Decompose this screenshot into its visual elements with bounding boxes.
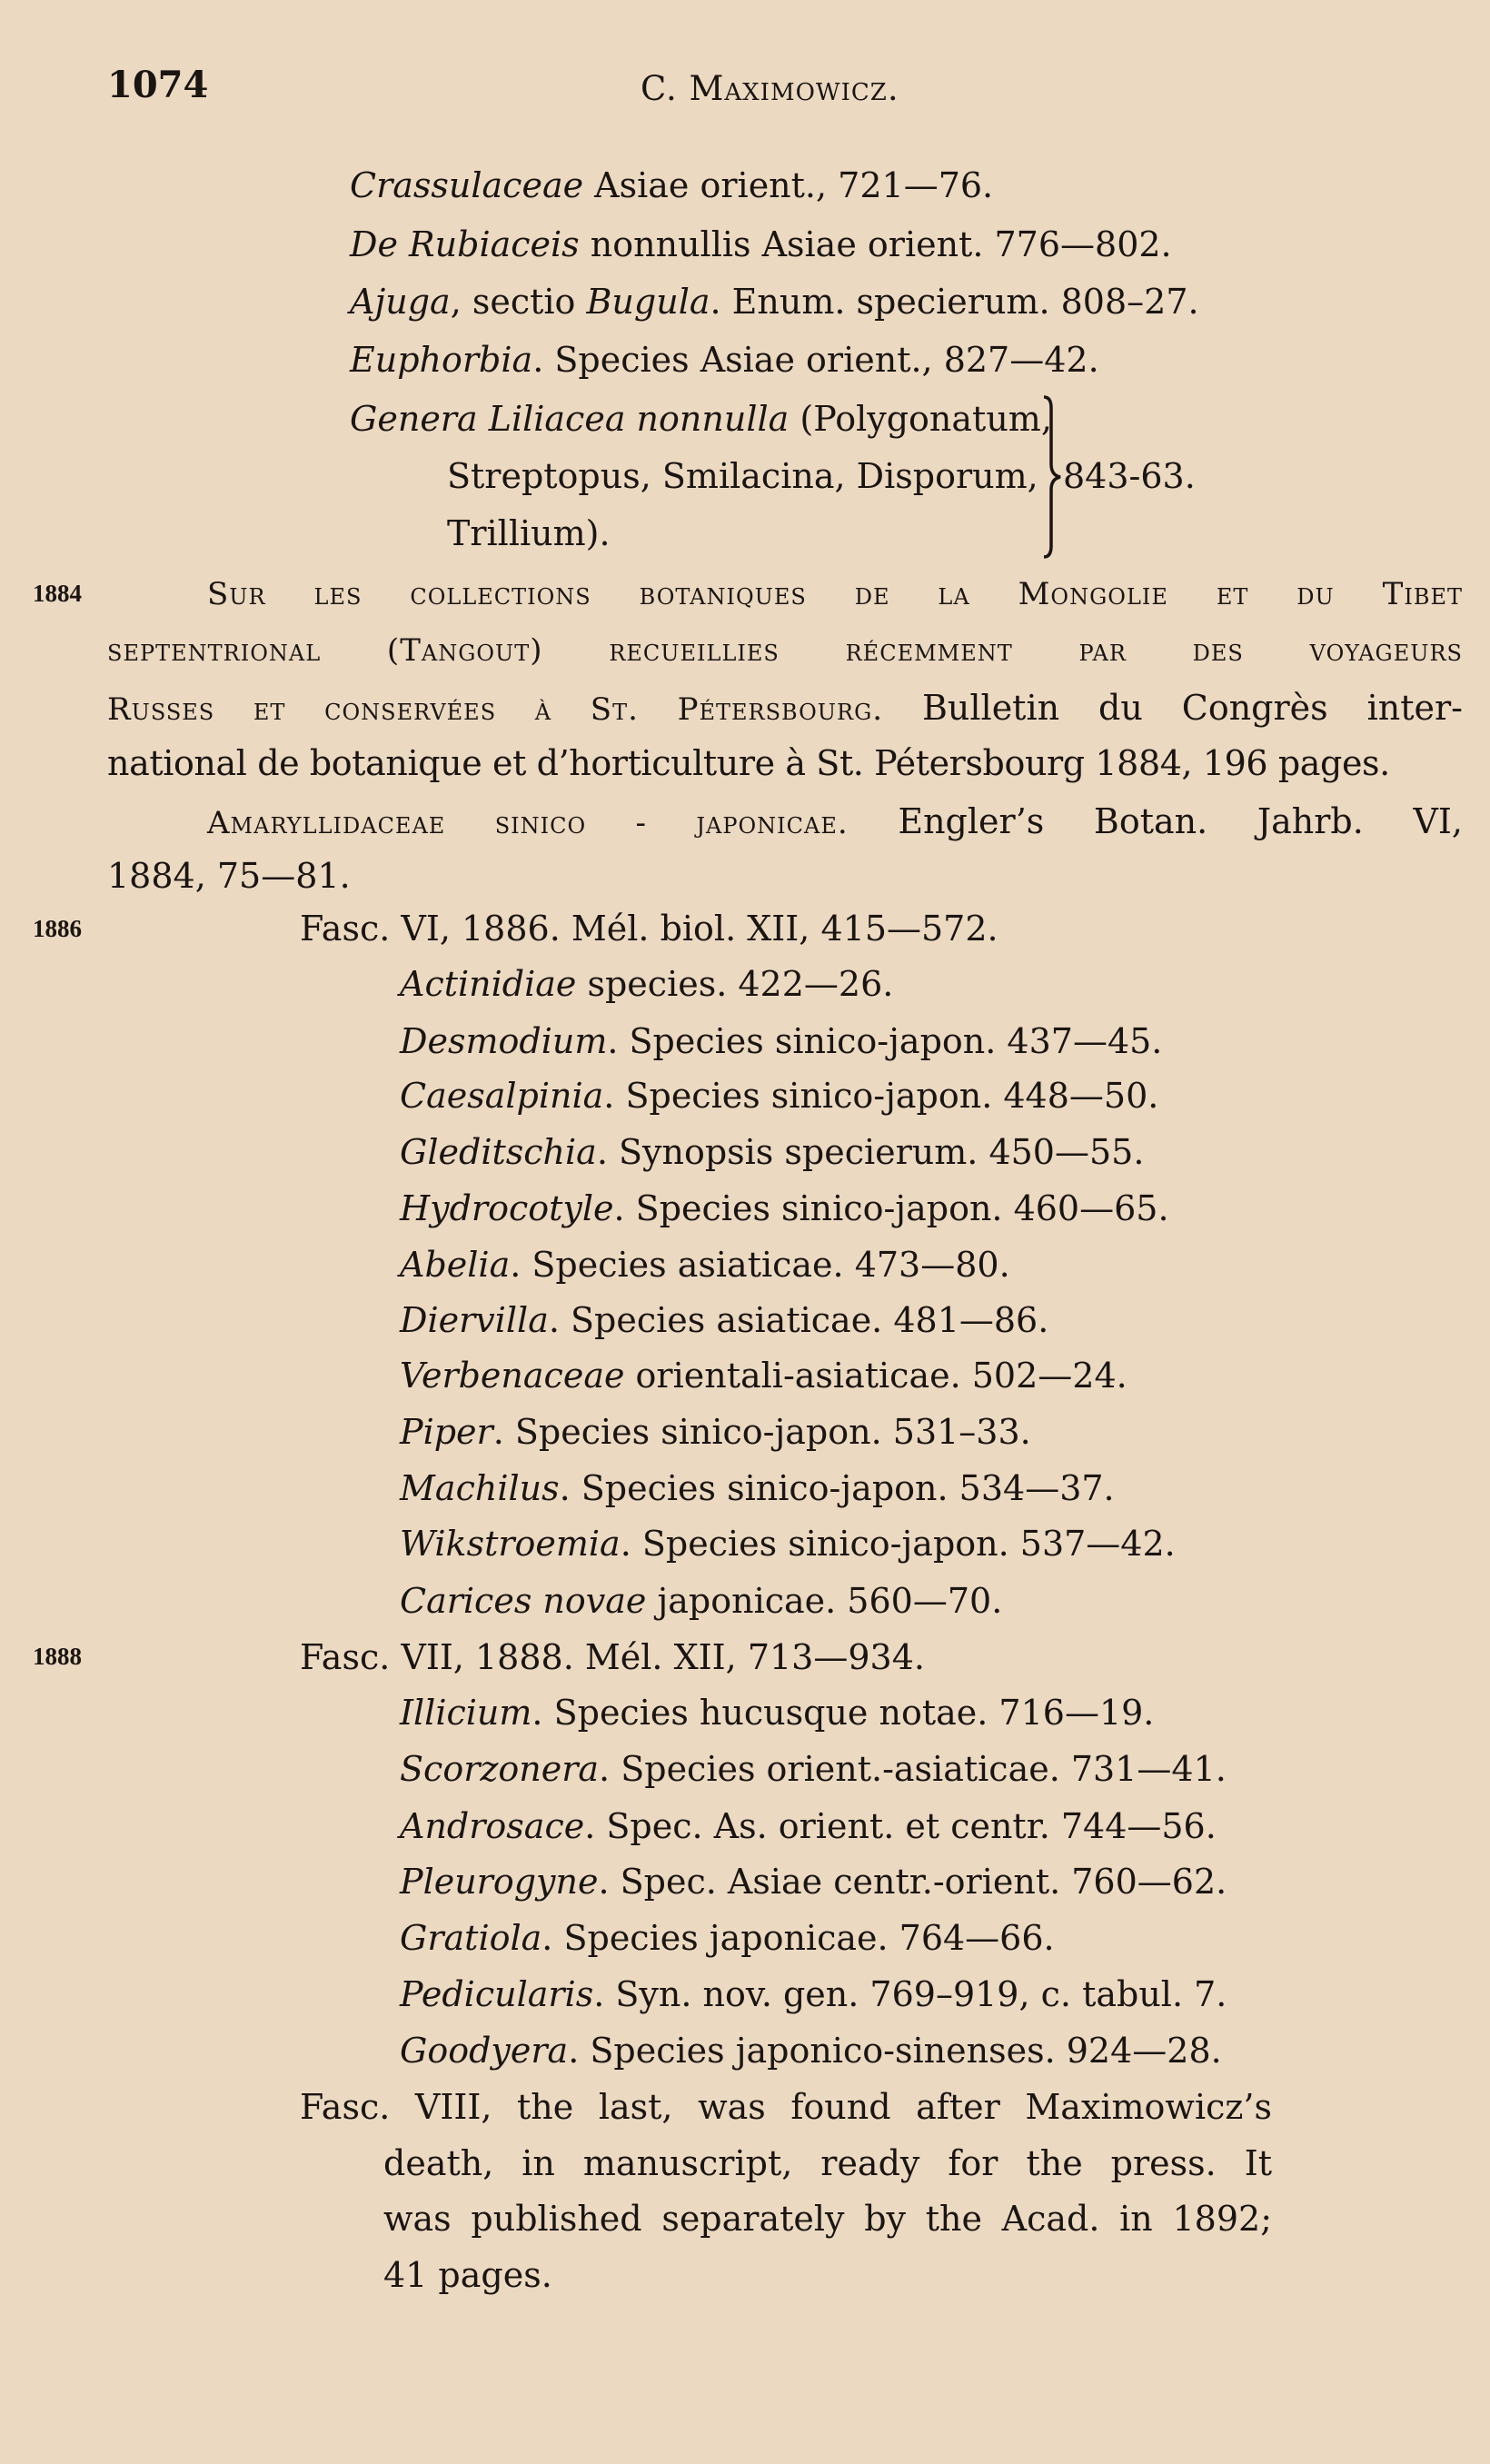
entry-line: Sur les collections botaniques de la Mongolie et du Tibet	[207, 576, 1463, 612]
entry-line: Gratiola. Species japonicae. 764—66.	[400, 1918, 1055, 1958]
entry-line: Caesalpinia. Species sinico-japon. 448—50.	[400, 1076, 1159, 1116]
entry-line: Illicium. Species hucusque notae. 716—19.	[400, 1693, 1155, 1733]
entry-line: Crassulaceae Asiae orient., 721—76.	[350, 165, 994, 205]
entry-line: Abelia. Species asiaticae. 473—80.	[400, 1245, 1010, 1285]
page-number: 1074	[107, 64, 209, 106]
entry-line: Piper. Species sinico-japon. 531–33.	[400, 1412, 1031, 1452]
entry-line: national de botanique et d’horticulture à St. Pétersbourg 1884, 196 pages.	[107, 743, 1390, 783]
entry-line: Euphorbia. Species Asiae orient., 827—42.	[350, 340, 1099, 380]
entry-line: Ajuga, sectio Bugula. Enum. specierum. 808–27.	[350, 282, 1199, 322]
entry-line: Carices novae japonicae. 560—70.	[400, 1581, 1003, 1621]
entry-line: Streptopus, Smilacina, Disporum,	[447, 456, 1038, 496]
entry-line: Pedicularis. Syn. nov. gen. 769–919, c. tabul. 7.	[400, 1974, 1227, 2014]
entry-line: Amaryllidaceae sinico - japonicae. Engler’s Botan. Jahrb. VI,	[207, 801, 1463, 841]
entry-line: 1884, 75—81.	[107, 856, 351, 896]
paragraph-line: death, in manuscript, ready for the press. It	[383, 2143, 1272, 2183]
entry-line: De Rubiaceis nonnullis Asiae orient. 776—802.	[350, 224, 1172, 264]
margin-year: 1884	[33, 580, 82, 607]
entry-line: Goodyera. Species japonico-sinenses. 924—28.	[400, 2031, 1222, 2071]
entry-line: Hydrocotyle. Species sinico-japon. 460—65.	[400, 1188, 1169, 1228]
entry-line: Trillium).	[447, 513, 611, 553]
fascicle-title: Fasc. VII, 1888. Mél. XII, 713—934.	[300, 1637, 925, 1677]
paragraph-line: Fasc. VIII, the last, was found after Maximowicz’s	[300, 2087, 1272, 2127]
entry-line: septentrional (Tangout) recueillies récemment par des voyageurs	[107, 632, 1463, 669]
fascicle-title: Fasc. VI, 1886. Mél. biol. XII, 415—572.	[300, 909, 998, 949]
margin-year: 1888	[33, 1643, 82, 1670]
paragraph-line: was published separately by the Acad. in 1892;	[383, 2199, 1272, 2239]
margin-year: 1886	[33, 915, 82, 942]
entry-line: Diervilla. Species asiaticae. 481—86.	[400, 1300, 1049, 1340]
entry-line: Russes et conservées à St. Pétersbourg. Bulletin du Congrès inter-	[107, 688, 1463, 728]
paragraph-line: 41 pages.	[383, 2255, 552, 2295]
entry-line: Actinidiae species. 422—26.	[400, 964, 894, 1004]
entry-line: Gleditschia. Synopsis specierum. 450—55.	[400, 1132, 1145, 1172]
entry-line: Androsace. Spec. As. orient. et centr. 744—56.	[400, 1806, 1217, 1846]
entry-line: Genera Liliacea nonnulla (Polygonatum,	[350, 399, 1052, 439]
entry-line: Verbenaceae orientali-asiaticae. 502—24.	[400, 1356, 1127, 1396]
entry-line: Desmodium. Species sinico-japon. 437—45.	[400, 1021, 1163, 1061]
running-title: C. Maximowicz.	[641, 69, 899, 108]
brace-mark	[1040, 395, 1062, 559]
entry-line: Wikstroemia. Species sinico-japon. 537—42.	[400, 1524, 1176, 1564]
entry-line: Pleurogyne. Spec. Asiae centr.-orient. 760—62.	[400, 1862, 1227, 1902]
page-range: 843-63.	[1063, 456, 1196, 496]
entry-line: Machilus. Species sinico-japon. 534—37.	[400, 1468, 1115, 1508]
entry-line: Scorzonera. Species orient.-asiaticae. 731—41.	[400, 1749, 1227, 1789]
